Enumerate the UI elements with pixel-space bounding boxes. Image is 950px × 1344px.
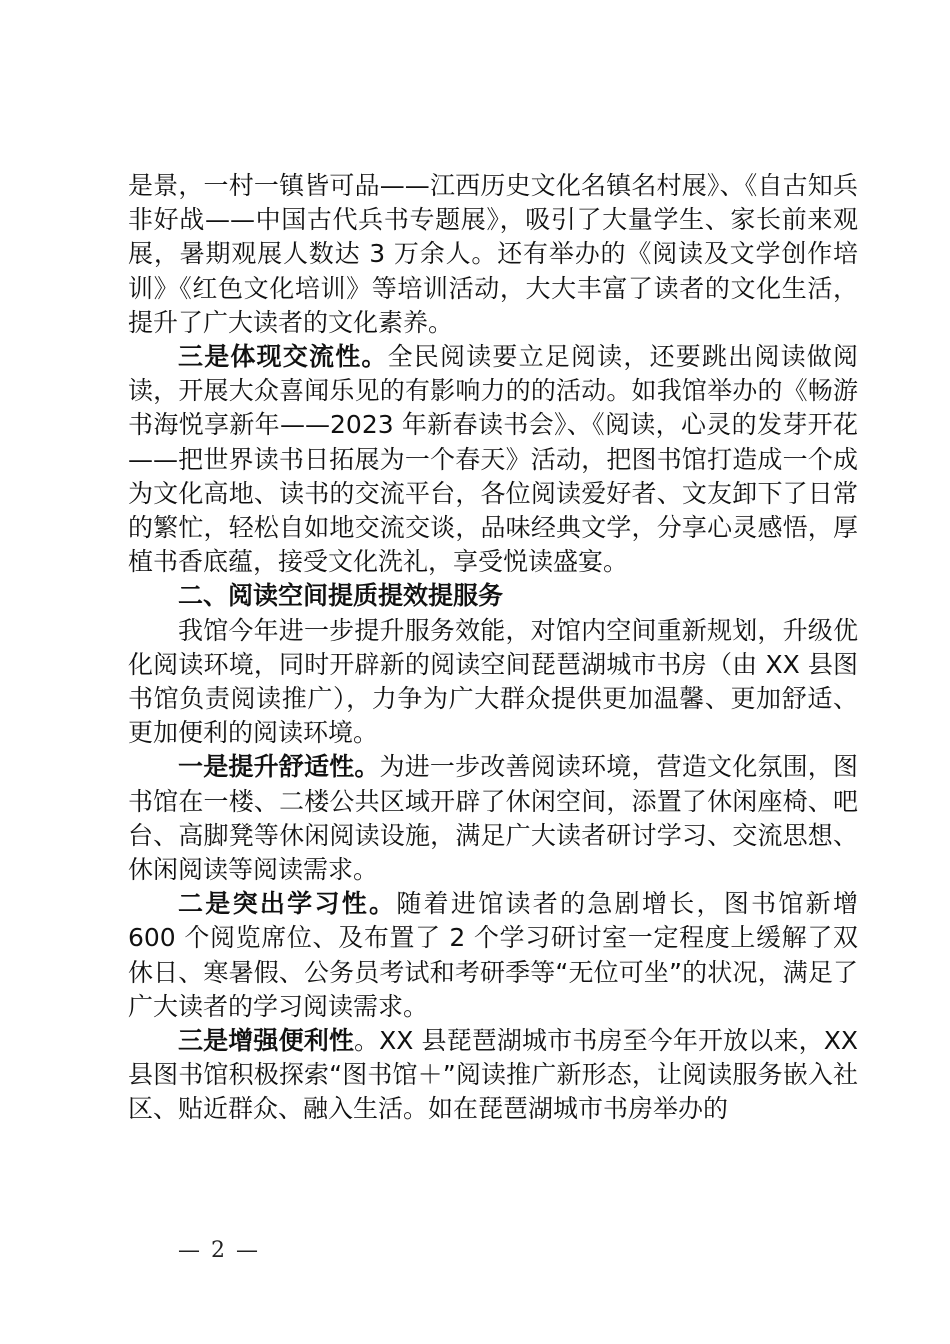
paragraph-lead: 二是突出学习性。 [178,889,397,919]
paragraph-text: 。XX 县琵琶湖城市书房至今年开放以来，XX 县图书馆积极探索“图书馆＋”阅读推广新形态，让阅读服务嵌入社区、贴近群众、融入生活。如在琵琶湖城市书房举办的 [128,1026,858,1124]
paragraph-study [128,887,858,1024]
paragraph-text: 全民阅读要立足阅读，还要跳出阅读做阅读，开展大众喜闻乐见的有影响力的的活动。如我馆举办的《畅游书海悦享新年——2023 年新春读书会》、《阅读，心灵的发芽开花——把世界读书日拓展为一个春天》活动，把图书馆打造成一个成为文化高地、读书的交流平台，各位阅读爱好者、文友卸下了日常的繁忙，轻松自如地交流交谈，品味经典文学，分享心灵感悟，厚植书香底蕴，接受文化洗礼，享受悦读盛宴。 [128,342,858,577]
section-heading: 二、阅读空间提质提效提服务 [178,581,504,611]
paragraph-convenience [128,1024,858,1127]
paragraph-exhibitions [128,169,858,340]
paragraph-text: 为进一步改善阅读环境，营造文化氛围，图书馆在一楼、二楼公共区域开辟了休闲空间，添置了休闲座椅、吧台、高脚凳等休闲阅读设施，满足广大读者研讨学习、交流思想、休闲阅读等阅读需求。 [128,752,858,885]
page-number: — 2 — [178,1238,260,1263]
paragraph-space-intro [128,614,858,751]
paragraph-lead: 一是提升舒适性。 [178,752,380,782]
paragraph-text: 随着进馆读者的急剧增长，图书馆新增 600 个阅览席位、及布置了 2 个学习研讨室一定程度上缓解了双休日、寒暑假、公务员考试和考研季等“无位可坐”的状况，满足了广大读者的学习阅读需求。 [128,889,858,1021]
paragraph-comfort [128,750,858,887]
paragraph-lead: 三是增强便利性 [178,1026,354,1056]
paragraph-text: 是景，一村一镇皆可品——江西历史文化名镇名村展》、《自古知兵非好战——中国古代兵书专题展》，吸引了大量学生、家长前来观展，暑期观展人数达 3 万余人。还有举办的《阅读及文学创作培训》《红色文化培训》等培训活动，大大丰富了读者的文化生活，提升了广大读者的文化素养。 [128,171,858,337]
paragraph-lead: 三是体现交流性。 [178,342,388,372]
paragraph-exchange [128,340,858,579]
paragraph-text: 我馆今年进一步提升服务效能，对馆内空间重新规划，升级优化阅读环境，同时开辟新的阅读空间琵琶湖城市书房（由 XX 县图书馆负责阅读推广），力争为广大群众提供更加温馨、更加舒适、更加便利的阅读环境。 [128,615,858,748]
body-text [128,169,858,1127]
